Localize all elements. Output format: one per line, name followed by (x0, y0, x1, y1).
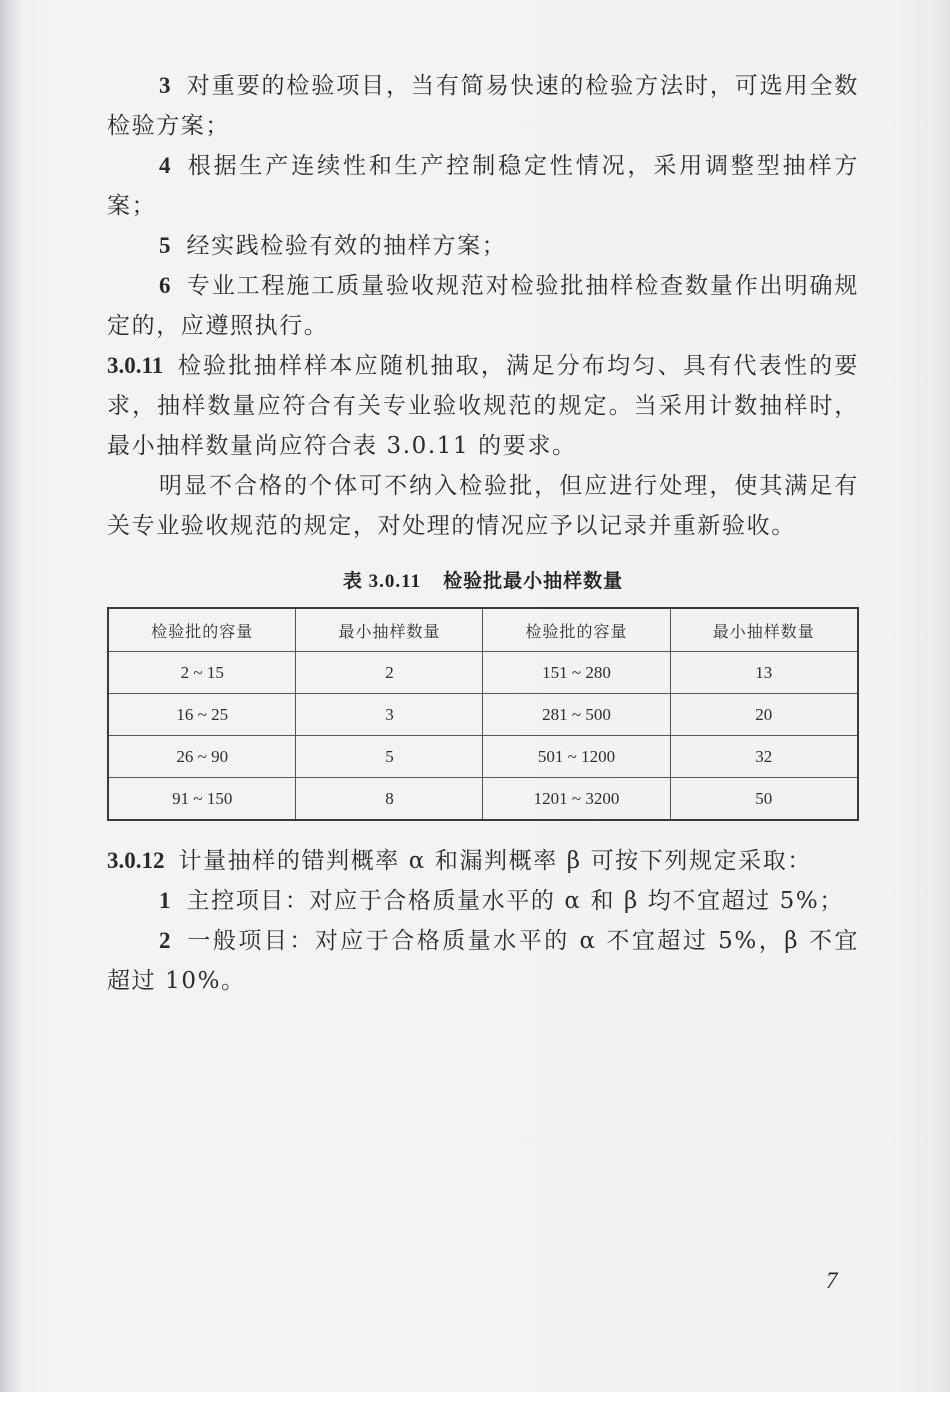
table-cell: 26 ~ 90 (108, 736, 296, 778)
list-item (107, 881, 859, 921)
clause-number: 3.0.11 (107, 353, 164, 378)
table-title: 检验批最小抽样数量 (443, 570, 624, 592)
item-text: 对重要的检验项目，当有简易快速的检验方法时，可选用全数检验方案； (107, 73, 859, 139)
list-item (107, 66, 859, 146)
table-cell: 2 (296, 652, 483, 694)
column-header: 最小抽样数量 (296, 608, 483, 652)
table-cell: 16 ~ 25 (108, 694, 296, 736)
item-number: 6 (159, 273, 171, 298)
table-cell: 151 ~ 280 (483, 652, 670, 694)
item-text: 一般项目：对应于合格质量水平的 α 不宜超过 5%，β 不宜超过 10%。 (107, 928, 859, 994)
table-row (108, 694, 858, 736)
list-item (107, 266, 859, 346)
item-number: 2 (159, 928, 171, 953)
item-number: 1 (159, 888, 171, 913)
column-header: 最小抽样数量 (670, 608, 858, 652)
item-text: 经实践检验有效的抽样方案； (186, 233, 507, 259)
clause-text: 检验批抽样样本应随机抽取，满足分布均匀、具有代表性的要求，抽样数量应符合有关专业验收规范的规定。当采用计数抽样时，最小抽样数量尚应符合表 3.0.11 的要求。 (107, 353, 859, 459)
column-header: 检验批的容量 (483, 608, 670, 652)
table-row (108, 652, 858, 694)
page-number: 7 (826, 1268, 838, 1293)
clause-note: 明显不合格的个体可不纳入检验批，但应进行处理，使其满足有关专业验收规范的规定，对处理的情况应予以记录并重新验收。 (107, 473, 859, 539)
list-item (107, 146, 859, 226)
table-caption (107, 566, 859, 593)
table-cell: 3 (296, 694, 483, 736)
item-number: 4 (159, 153, 171, 178)
item-number: 3 (159, 73, 171, 98)
table-cell: 8 (296, 778, 483, 821)
item-number: 5 (159, 233, 171, 258)
table-cell: 281 ~ 500 (483, 694, 670, 736)
table-cell: 2 ~ 15 (108, 652, 296, 694)
table-cell: 20 (670, 694, 858, 736)
table-cell: 50 (670, 778, 858, 821)
page-bottom-edge (0, 1392, 950, 1415)
table-row (108, 736, 858, 778)
table-cell: 91 ~ 150 (108, 778, 296, 821)
sampling-table (107, 607, 859, 821)
table-number: 表 3.0.11 (342, 571, 422, 592)
list-item (107, 921, 859, 1001)
item-text: 主控项目：对应于合格质量水平的 α 和 β 均不宜超过 5%； (186, 888, 844, 914)
table-cell: 5 (296, 736, 483, 778)
item-text: 专业工程施工质量验收规范对检验批抽样检查数量作出明确规定的，应遵照执行。 (107, 273, 859, 339)
table-cell: 13 (670, 652, 858, 694)
clause-number: 3.0.12 (107, 848, 165, 873)
table-cell: 501 ~ 1200 (483, 736, 670, 778)
list-item (107, 226, 859, 266)
item-text: 根据生产连续性和生产控制稳定性情况，采用调整型抽样方案； (107, 153, 859, 219)
clause-3-0-12 (107, 841, 859, 881)
table-cell: 1201 ~ 3200 (483, 778, 670, 821)
table-header-row (108, 608, 858, 652)
clause-text: 计量抽样的错判概率 α 和漏判概率 β 可按下列规定采取： (178, 848, 812, 874)
column-header: 检验批的容量 (108, 608, 296, 652)
table-row (108, 778, 858, 821)
page-content (107, 66, 859, 1001)
clause-3-0-11 (107, 346, 859, 466)
table-cell: 32 (670, 736, 858, 778)
